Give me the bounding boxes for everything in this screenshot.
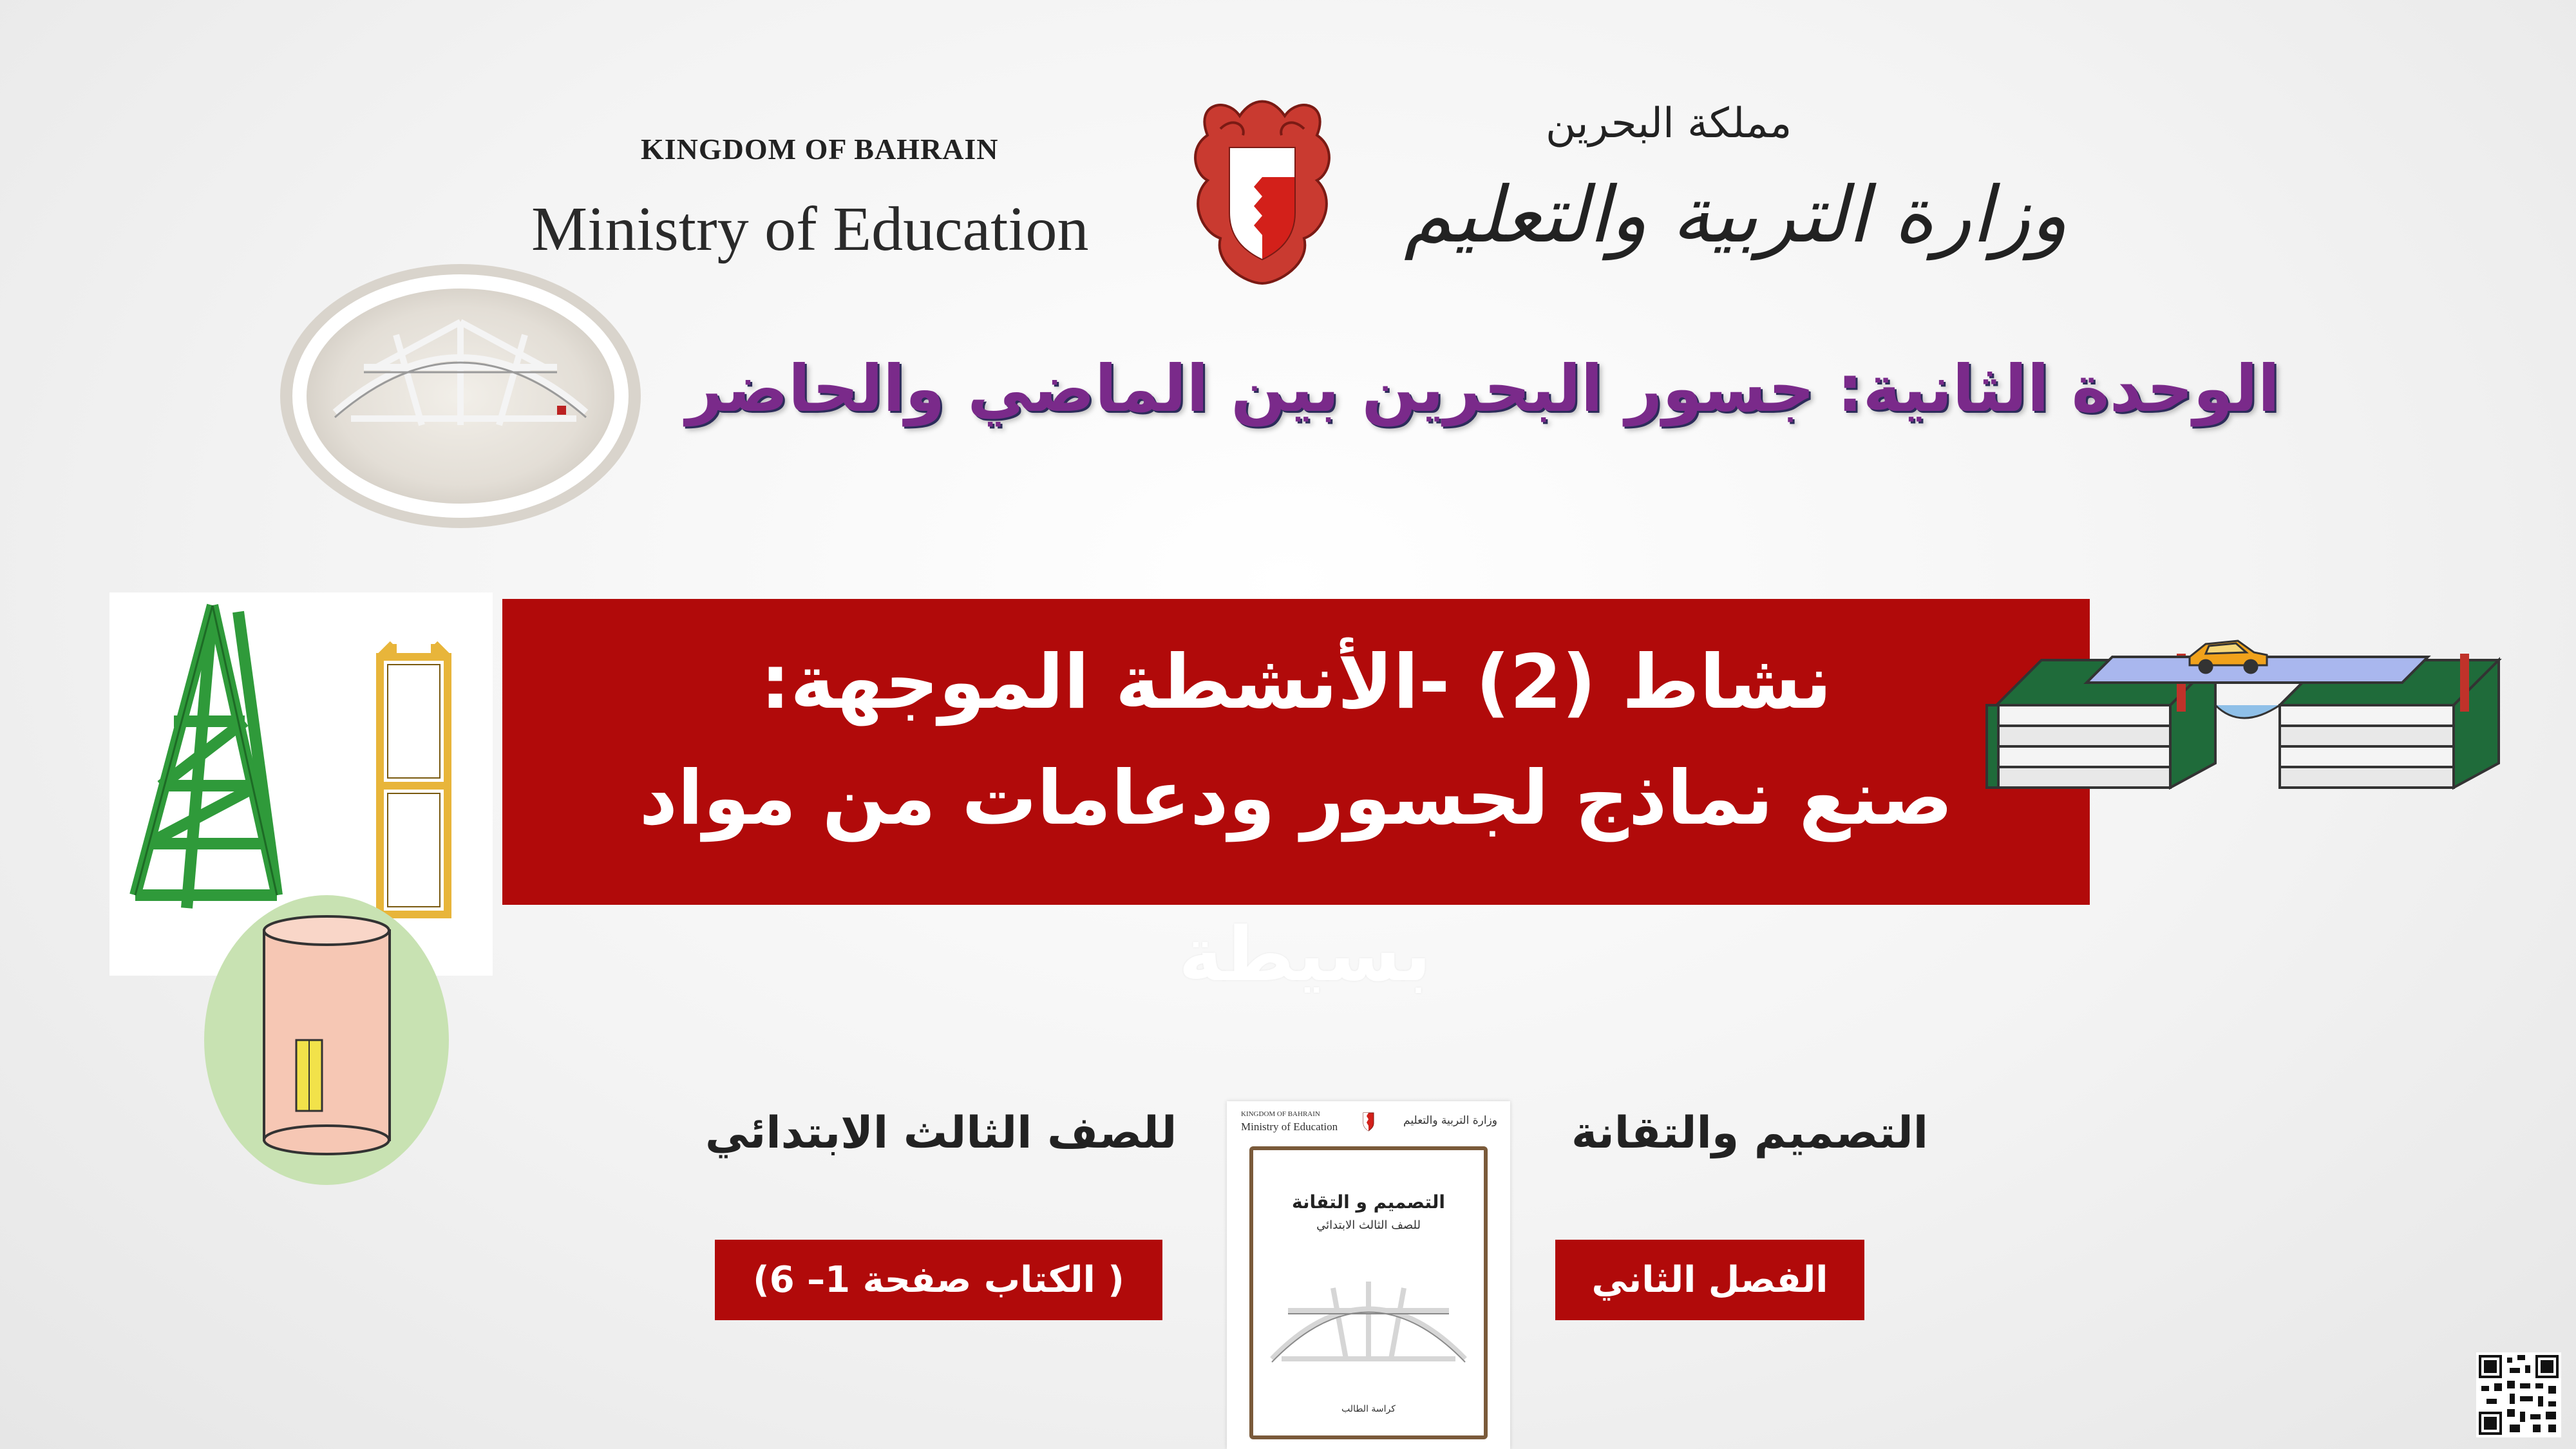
qr-code-icon (2476, 1352, 2561, 1437)
unit-title: الوحدة الثانية: جسور البحرين بين الماضي والحاضر (686, 351, 2280, 426)
banner-line-1: نشاط (2) -الأنشطة الموجهة: (760, 639, 1832, 726)
cover-title: التصميم و التقانة (1292, 1191, 1445, 1213)
banner-overflow-word: بسيطة (1179, 911, 1432, 998)
grade-label: للصف الثالث الابتدائي (705, 1108, 1177, 1159)
cover-ministry-en: Ministry of Education (1241, 1121, 1338, 1133)
books-bridge-car-image (1984, 621, 2512, 815)
cover-footer: كراسة الطالب (1341, 1404, 1396, 1414)
subject-label: التصميم والتقانة (1571, 1108, 1929, 1159)
term-badge: الفصل الثاني (1555, 1240, 1864, 1320)
bahrain-emblem-icon (1182, 90, 1343, 290)
ministry-ar-text: وزارة التربية والتعليم (1404, 171, 2068, 260)
cover-subtitle: للصف الثالث الابتدائي (1316, 1218, 1421, 1232)
cover-kingdom-en: KINGDOM OF BAHRAIN (1241, 1110, 1320, 1118)
cover-emblem-icon (1359, 1109, 1378, 1132)
kingdom-en-text: KINGDOM OF BAHRAIN (641, 133, 999, 166)
bridge-model-oval-image (274, 258, 647, 535)
cylinder-support-image (200, 892, 454, 1188)
cover-bridge-image (1262, 1262, 1475, 1372)
cover-ministry-ar: وزارة التربية والتعليم (1403, 1114, 1497, 1127)
book-cover-image (1227, 1101, 1510, 1449)
banner-line-2: صنع نماذج لجسور ودعامات من مواد (639, 754, 1953, 842)
activity-banner (502, 599, 2090, 905)
book-pages-badge: ( الكتاب صفحة 1– 6) (715, 1240, 1162, 1320)
ministry-en-text: Ministry of Education (531, 194, 1089, 264)
kingdom-ar-text: مملكة البحرين (1546, 100, 1792, 147)
